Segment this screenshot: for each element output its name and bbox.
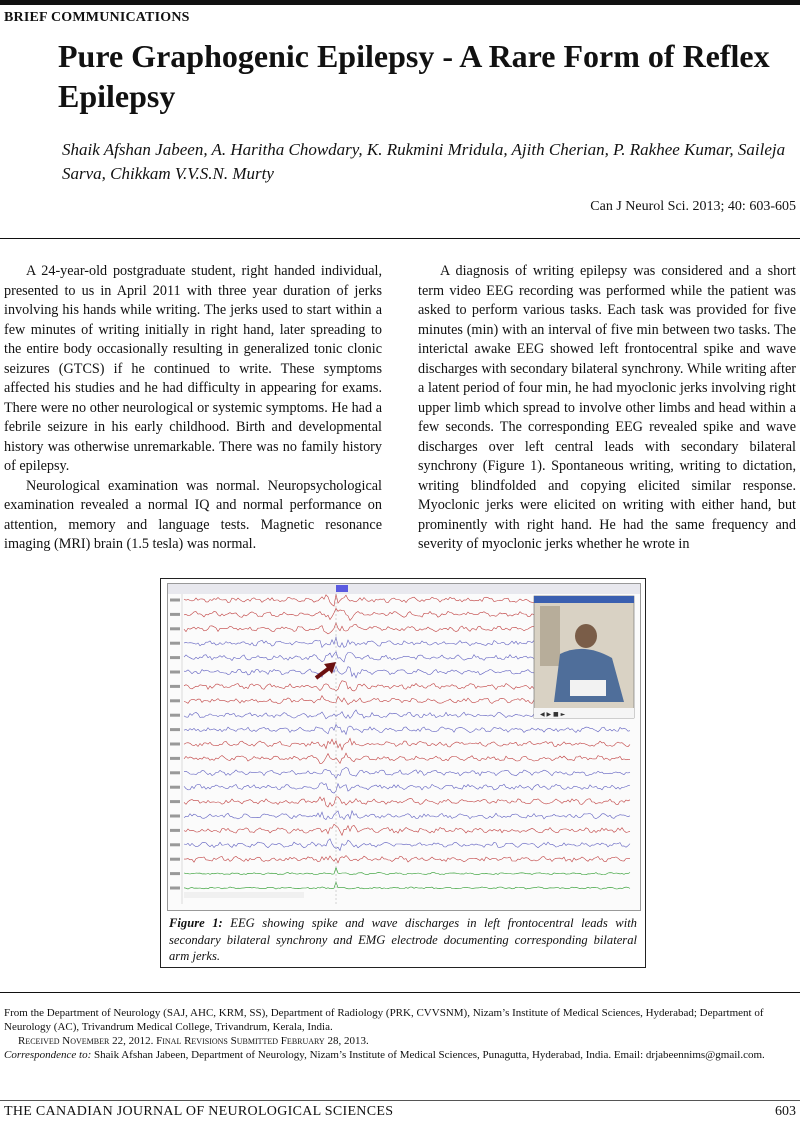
correspondence-label: Correspondence to: — [4, 1049, 92, 1061]
figure-1 — [160, 578, 646, 968]
citation: Can J Neurol Sci. 2013; 40: 603-605 — [590, 199, 796, 214]
correspondence-text: Shaik Afshan Jabeen, Department of Neurology, Nizam’s Institute of Medical Sciences, Punagutta, Hyderabad, India. Email: drjabeennims@gmail.com. — [94, 1049, 765, 1061]
paragraph: A diagnosis of writing epilepsy was considered and a short term video EEG recording was performed while the patient was asked to perform various tasks. Each task was provided for five minutes (min) with an interval of five min between two tasks. The interictal awake EEG showed left frontocentral spike and wave discharges with secondary bilateral synchrony. While writing after a latent period of four min, he had myoclonic jerks involving right upper limb which spread to involve other limbs and head within a few seconds. The corresponding EEG revealed spike and wave discharges over left central leads with secondary bilateral synchrony (Figure 1). Spontaneous writing, writing to dictation, writing blindfolded and copying elicited similar response. Myoclonic jerks were elicited on writing with either hand, but prominently with right hand. He had the same frequency and severity of myoclonic jerks whether he wrote in — [418, 263, 796, 552]
author-list: Shaik Afshan Jabeen, A. Haritha Chowdary, K. Rukmini Mridula, Ajith Cherian, P. Rakhee Kumar, Saileja Sarva, Chikkam V.V.S.N. Murty — [62, 140, 786, 183]
header-divider — [0, 238, 800, 239]
article-title: Pure Graphogenic Epilepsy - A Rare Form of Reflex Epilepsy — [58, 38, 770, 114]
top-bar — [0, 0, 800, 5]
channel-label — [170, 843, 180, 846]
svg-text:◀ ▶ ■ ►: ◀ ▶ ■ ► — [540, 711, 566, 718]
channel-label — [170, 699, 180, 702]
eeg-channel-trace — [184, 856, 630, 863]
channel-label — [170, 757, 180, 760]
figure-label: Figure 1: — [169, 916, 223, 930]
channel-label — [170, 599, 180, 602]
eeg-channel-trace — [184, 797, 630, 807]
eeg-channel-trace — [184, 882, 630, 889]
section-label: BRIEF COMMUNICATIONS — [4, 10, 190, 25]
page-number: 603 — [775, 1104, 796, 1119]
body-column-right — [418, 262, 796, 555]
paragraph: Neurological examination was normal. Neuropsychological examination revealed a normal IQ and normal performance on attention, memory and language tests. Magnetic resonance imaging (MRI) brain (1.5 tesla) was normal. — [4, 477, 382, 552]
channel-label — [170, 829, 180, 832]
eeg-channel-trace — [184, 767, 630, 778]
channel-label — [170, 858, 180, 861]
footnote-divider — [0, 992, 800, 993]
channel-label — [170, 613, 180, 616]
channel-label — [170, 771, 180, 774]
eeg-channel-trace — [184, 868, 630, 875]
channel-label — [170, 872, 180, 875]
channel-label — [170, 743, 180, 746]
journal-name: THE CANADIAN JOURNAL OF NEUROLOGICAL SCIENCES — [4, 1104, 394, 1119]
video-inset — [534, 596, 634, 718]
figure-caption-text: EEG showing spike and wave discharges in left frontocentral leads with secondary bilateral synchrony and EMG electrode documenting corresponding bilateral arm jerks. — [169, 916, 637, 963]
channel-label — [170, 685, 180, 688]
channel-label — [170, 656, 180, 659]
received-note: Received November 22, 2012. Final Revisions Submitted February 28, 2013. — [18, 1035, 369, 1047]
status-strip — [184, 892, 304, 898]
channel-label — [170, 714, 180, 717]
eeg-channel-trace — [184, 753, 630, 763]
eeg-channel-trace — [184, 724, 630, 734]
affiliation-note: From the Department of Neurology (SAJ, AHC, KRM, SS), Department of Radiology (PRK, CVVSNM), Nizam’s Institute of Medical Sciences, Hyderabad; Department of Neurology (AC), Trivandrum Medical College, Trivandrum, Kerala, India. — [4, 1007, 764, 1033]
channel-label — [170, 627, 180, 630]
eeg-channel-trace — [184, 824, 630, 835]
channel-label — [170, 642, 180, 645]
body-column-left — [4, 262, 382, 555]
channel-label — [170, 800, 180, 803]
arrow-annotation — [316, 662, 336, 678]
eeg-channel-trace — [184, 811, 630, 820]
footnotes — [4, 1006, 796, 1062]
eeg-channel-trace — [184, 738, 630, 750]
paragraph: A 24-year-old postgraduate student, right handed individual, presented to us in April 2011 with three year duration of jerks involving his hands while writing. The jerks used to start within a few minutes of writing initially in right hand, later spreading to the entire body occasionally resulting in generalized tonic clonic seizures (GTCS) if he continued to write. These symptoms affected his studies and he had difficulty in appearing for exams. There were no other neurological or systemic symptoms. He had a febrile seizure in his early childhood. Birth and developmental history was otherwise unremarkable. There was no family history of epilepsy. — [4, 263, 382, 474]
eeg-recording-image — [167, 583, 641, 911]
footer-divider — [0, 1100, 800, 1101]
channel-label — [170, 728, 180, 731]
channel-label — [170, 815, 180, 818]
eeg-channel-trace — [184, 839, 630, 851]
channel-label — [170, 786, 180, 789]
correspondence-note — [4, 1048, 796, 1062]
eeg-toolbar — [168, 584, 640, 594]
event-marker — [336, 585, 348, 592]
channel-label — [170, 671, 180, 674]
figure-caption — [169, 915, 637, 965]
eeg-channel-trace — [184, 783, 630, 793]
channel-label — [170, 887, 180, 890]
